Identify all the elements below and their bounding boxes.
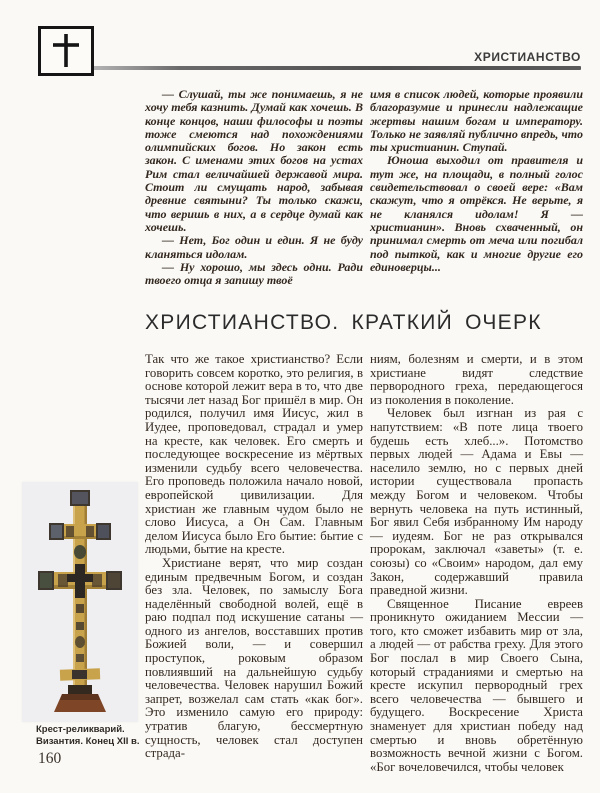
article-paragraph: Человек был изгнан из рая с напутствием: «В поте лица твоего будешь есть хлеб...». Потомство первых людей — Адама и Евы — населило землю, но с первых дней истории существовала пропасть между Богом и человеком. Чтобы вернуть человека на путь истинный, Бог явил Себя избранному Им народу — иудеям. Бог не раз открывался пророкам, заключал «заветы» (т. е. союзы) со «Своим» народом, дал ему Закон, содержавший правила праведной жизни. bbox=[370, 406, 583, 598]
intro-paragraph: — Нет, Бог один и един. Я не буду кланяться идолам. bbox=[145, 233, 363, 261]
figure-caption bbox=[36, 724, 156, 748]
article-paragraph: Так что же такое христианство? Если говорить совсем коротко, это религия, в основе которой лежит вера в то, что две тысячи лет назад Бог пришёл в мир. Он родился, получил имя Иисус, жил в Иудее, проповедовал, страдал и умер на кресте, как человек. Его смерть и последующее воскресение из мёртвых изменили судьбу всего человечества. Его проповедь положила начало новой, европейской цивилизации. Для христиан же главным чудом было не слово Иисуса, а Он Сам. Главным делом Иисуса было Его бытие: бытие с людьми, бытие на кресте. bbox=[145, 352, 363, 557]
intro-paragraph: — Слушай, ты же понимаешь, я не хочу тебя казнить. Думай как хочешь. В конце концов, наши философы и поэты тоже смеются над похождениями олимпийских богов. Но закон есть закон. С именами этих богов на устах Рим стал величайшей державой мира. Стоит ли смущать народ, забывая древние святыни? Ты только скажи, что веришь в них, а в сердце думай как хочешь. bbox=[145, 87, 363, 234]
intro-paragraph: — Ну хорошо, мы здесь одни. Ради твоего отца я запишу твоё bbox=[145, 259, 363, 288]
intro-right-column bbox=[370, 88, 583, 287]
article-right-column bbox=[370, 353, 583, 774]
article-paragraph: Христиане верят, что мир создан единым предвечным Богом, и создан без зла. Человек, по замыслу Бога наделённый свободной волей, ещё в раю подпал под искушение сатаны — одного из ангелов, восставших против Божией воли, — и совершил проступок, роковым образом повлиявший на дальнейшую судьбу человечества. Человек нарушил Божий запрет, возжелал сам стать «как бог». Это изменило самую его природу: утратив благую, бессмертную сущность, человек стал доступен страда- bbox=[145, 555, 363, 761]
article-body bbox=[145, 353, 583, 774]
chapter-emblem-box bbox=[38, 26, 94, 76]
article-left-column bbox=[145, 353, 363, 774]
intro-paragraph: Юноша выходил от правителя и тут же, на площади, в полный голос свидетельствовал о своей вере: «Вам скажут, что я отрёкся. Не верьте, я не кланялся идолам! Я — христианин». Вновь схваченный, он принимал смерть от меча или погибал под пыткой, как и многие другие его единоверцы... bbox=[370, 153, 583, 274]
crucifix-figure bbox=[67, 564, 93, 598]
reliquary-cross-photo bbox=[22, 482, 138, 722]
article-paragraph: ниям, болезням и смерти, и в этом христиане видят следствие первородного греха, передающегося из поколения в поколение. bbox=[370, 352, 583, 407]
reliquary-cross-illustration bbox=[22, 482, 138, 722]
running-head-rule bbox=[92, 66, 581, 70]
figure-caption-line1: Крест-реликварий. bbox=[36, 724, 125, 735]
figure-caption-line2: Византия. Конец XII в. bbox=[36, 736, 140, 747]
running-head-title: ХРИСТИАНСТВО bbox=[474, 50, 581, 64]
intro-paragraph: имя в список людей, которые проявили благоразумие и принесли надлежащие жертвы нашим богам и императору. Только не заявляй публично впредь, что ты христианин. Ступай. bbox=[370, 87, 583, 155]
page-number: 160 bbox=[38, 750, 62, 767]
article-paragraph: Священное Писание евреев проникнуто ожиданием Мессии — того, кто сможет избавить мир от зла, а людей — от рабства греху. Для этого Бог послал в мир Своего Сына, который страданиями и смертью на кресте искупил первородный грех всего человечества — бывшего и будущего. Воскресение Христа знаменует для христиан победу над смертью и вновь обретённую возможность вечной жизни с Богом. «Бог вочеловечился, чтобы человек bbox=[370, 596, 583, 774]
base-mount bbox=[54, 685, 106, 712]
lower-bar bbox=[60, 668, 100, 680]
latin-cross-icon bbox=[46, 32, 86, 70]
section-heading: ХРИСТИАНСТВО. КРАТКИЙ ОЧЕРК bbox=[145, 311, 542, 334]
intro-left-column bbox=[145, 88, 363, 287]
intro-dialogue bbox=[145, 88, 583, 287]
upper-arm bbox=[49, 523, 111, 540]
